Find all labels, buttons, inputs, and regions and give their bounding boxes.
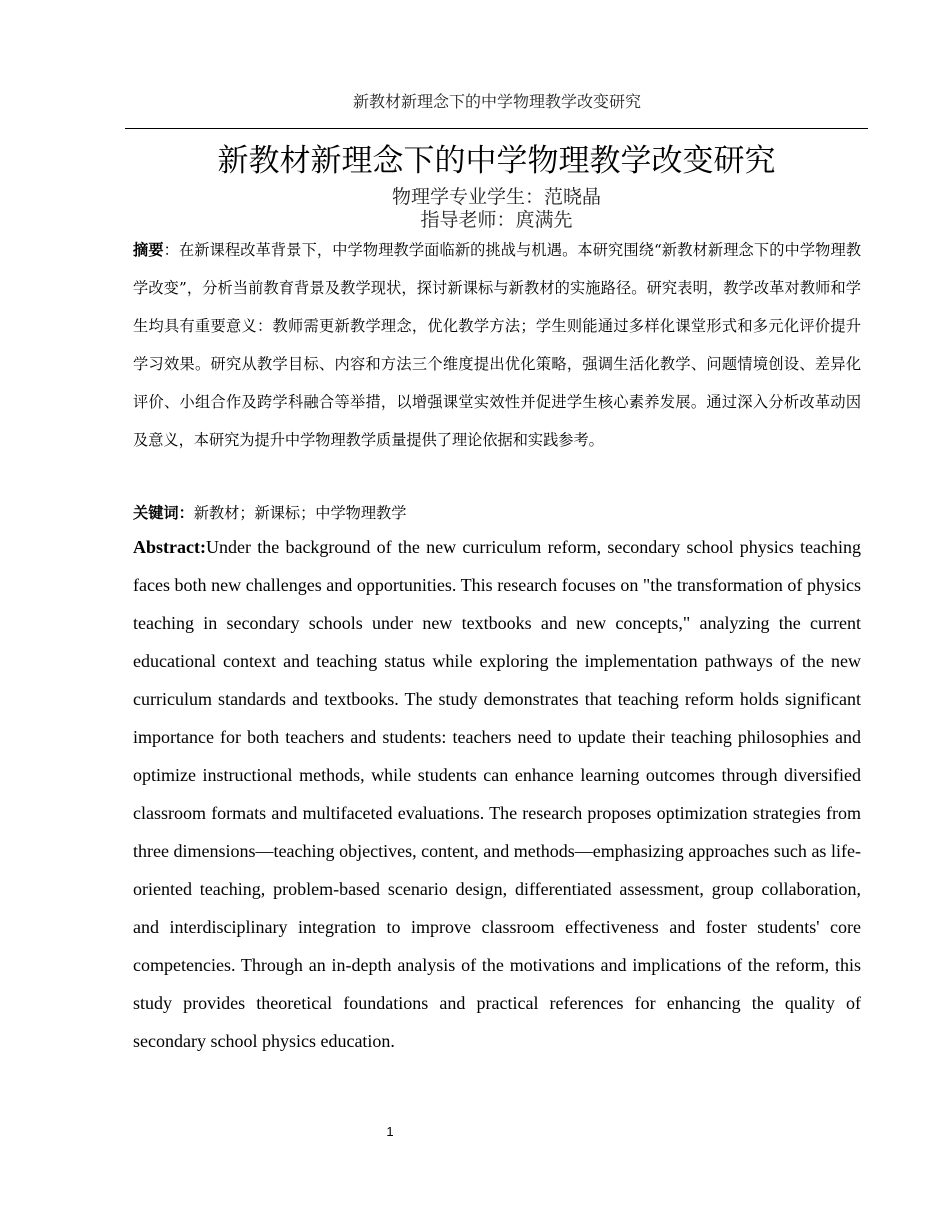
abstract-cn-text: ：在新课程改革背景下，中学物理教学面临新的挑战与机遇。本研究围绕“新教材新理念下的中学物理教学改变”，分析当前教育背景及教学现状，探讨新课标与新教材的实施路径。研究表明，教学改革对教师和学生均具有重要意义：教师需更新教学理念，优化教学方法；学生则能通过多样化课堂形式和多元化评价提升学习效果。研究从教学目标、内容和方法三个维度提出优化策略，强调生活化教学、问题情境创设、差异化评价、小组合作及跨学科融合等举措，以增强课堂实效性并促进学生核心素养发展。通过深入分析改革动因及意义，本研究为提升中学物理教学质量提供了理论依据和实践参考。 — [133, 241, 862, 449]
running-header: 新教材新理念下的中学物理教学改变研究 — [352, 92, 641, 111]
page-number: 1 — [386, 1124, 394, 1139]
abstract-en-text: Under the background of the new curriculum reform, secondary school physics teaching faces both new challenges and opportunities. This research focuses on "the transformation of physics teaching in secondary schools under new textbooks and new concepts," analyzing the current educational context and teaching status while exploring the implementation pathways of the new curriculum standards and textbooks. The study demonstrates that teaching reform holds significant importance for both teachers and students: teachers need to update their teaching philosophies and optimize instructional methods, while students can enhance learning outcomes through diversified classroom formats and multifaceted evaluations. The research proposes optimization strategies from three dimensions—teaching objectives, content, and methods—emphasizing approaches such as life-oriented teaching, problem-based scenario design, differentiated assessment, group collaboration, and interdisciplinary integration to improve classroom effectiveness and foster students' core competencies. Through an in-depth analysis of the motivations and implications of the reform, this study provides theoretical foundations and practical references for enhancing the quality of secondary school physics education. — [133, 537, 861, 1051]
header-rule — [125, 128, 868, 129]
abstract-cn-label: 摘要 — [133, 241, 164, 259]
abstract-cn — [133, 231, 861, 459]
paper-title: 新教材新理念下的中学物理教学改变研究 — [217, 143, 776, 179]
keywords-cn — [133, 494, 861, 532]
abstract-en — [133, 528, 861, 1060]
author-line: 物理学专业学生：范晓晶 — [391, 186, 601, 208]
abstract-en-label: Abstract: — [133, 537, 206, 557]
keywords-cn-text: 新教材；新课标；中学物理教学 — [193, 504, 407, 522]
keywords-cn-label: 关键词： — [133, 504, 194, 522]
advisor-line: 指导老师：庹满先 — [420, 209, 573, 231]
